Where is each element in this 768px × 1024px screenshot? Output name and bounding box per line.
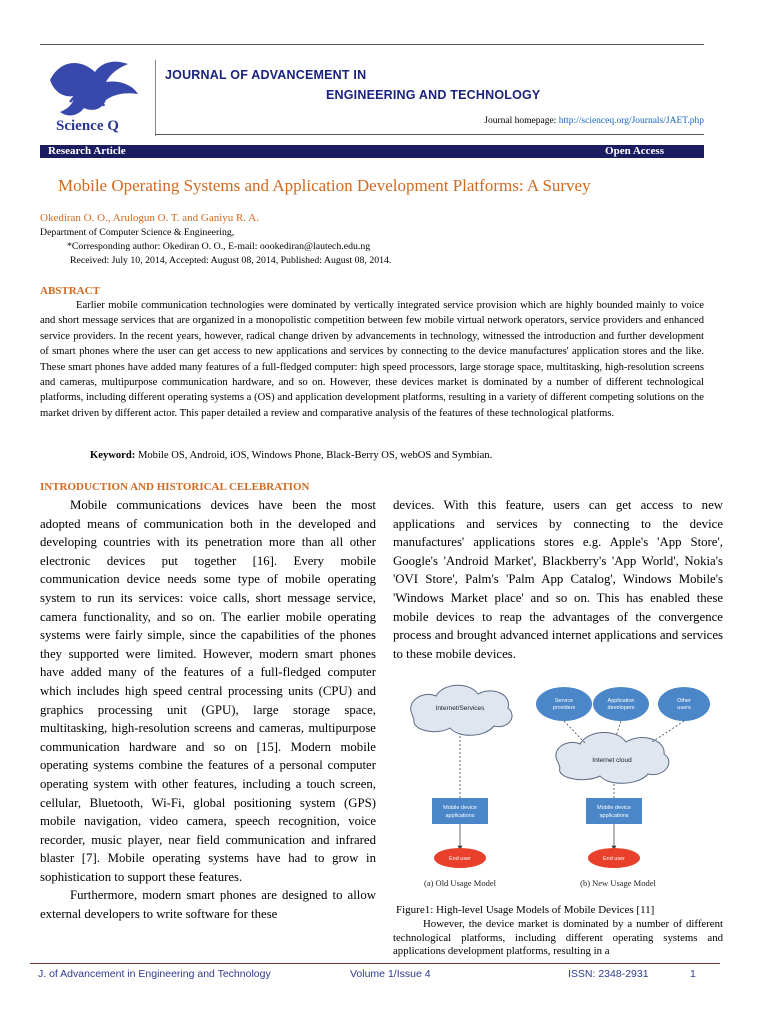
connector: [652, 721, 684, 742]
node-label: users: [677, 705, 691, 711]
left-caption: (a) Old Usage Model: [424, 878, 496, 888]
left-app-box: [432, 798, 488, 824]
right-app-box: [586, 798, 642, 824]
paper-title: Mobile Operating Systems and Application Development Platforms: A Survey: [58, 176, 591, 195]
journal-name-line2: ENGINEERING AND TECHNOLOGY: [326, 88, 541, 102]
article-type-bar: [40, 145, 704, 158]
application-developers-node: [593, 687, 649, 721]
figure-caption: Figure1: High-level Usage Models of Mobile Devices [11]: [396, 904, 655, 916]
usage-model-figure: [400, 680, 722, 896]
abstract-text: Earlier mobile communication technologies were dominated by vertically integrated service provision which are highly bounded mainly to voice and short message services that are organized in a monopolistic competition between few mobile virtual network operators, service providers and enhanced service providers. In the recent years, however, radical change driven by advancements in technology, witnessed the introduction and further development of smart phones where the user can get access to new applications and services by connecting to the device manufactures' application stores and the like. These smart phones have added many features of a full-fledged computer: high speed processors, large storage space, multitasking, high-resolution screens and cameras, multipurpose communication hardware, and so on. However, these devices market is dominated by a number of different technological platforms, including different operating systems a (OS) and application development platforms, resulting in a variety of different competing solutions on the market driven by different actor. This paper detailed a review and comparative analysis of the features of these technological platforms.: [40, 300, 704, 419]
keywords-list: Mobile OS, Android, iOS, Windows Phone, Black-Berry OS, webOS and Symbian.: [135, 450, 493, 461]
paragraph-text: devices. With this feature, users can get access to new applications and services by connecting to the device manufactures' applications stores e.g. Apple's 'App Store', Google's 'Android Market', Blackberry's 'App World', Nokia's 'OVI Store', Palm's 'Palm App Catalog', Windows Mobile's 'Windows Market place' and so on. This has enabled these mobile devices to reap the advantages of the convergence process and brought advanced internet applications and services to these mobile devices.: [393, 498, 723, 661]
page-number: 1: [690, 968, 696, 980]
keywords-label: Keyword:: [90, 450, 136, 461]
node-label: providers: [552, 705, 576, 711]
paragraph-text: However, the device market is dominated by a number of different technological platforms, including different operating systems and applications development platforms, resulting in a: [393, 918, 723, 958]
footer-issn: ISSN: 2348-2931: [568, 968, 649, 980]
paragraph-text: Furthermore, modern smart phones are designed to allow external developers to write software for these: [40, 888, 376, 922]
header-divider: [155, 60, 156, 136]
node-label: Other: [677, 698, 691, 704]
homepage-link[interactable]: http://scienceq.org/Journals/JAET.php: [558, 116, 704, 126]
left-app-label-1: Mobile device: [443, 805, 477, 811]
service-providers-node: [536, 687, 592, 721]
abstract-heading: ABSTRACT: [40, 285, 100, 297]
open-access-label: Open Access: [605, 145, 664, 157]
publication-dates: Received: July 10, 2014, Accepted: August 08, 2014, Published: August 08, 2014.: [70, 255, 392, 266]
logo-text: Science Q: [56, 118, 119, 134]
node-label: developers: [607, 705, 635, 711]
figure-following-text: [393, 918, 723, 959]
connector: [616, 721, 621, 736]
right-caption: (b) New Usage Model: [580, 878, 656, 888]
article-type: Research Article: [48, 145, 126, 157]
node-label: Service: [554, 698, 574, 704]
header-top-rule: [40, 44, 704, 45]
other-users-node: [658, 687, 710, 721]
body-column-right: [393, 496, 723, 663]
science-q-logo: [40, 50, 150, 138]
node-label: Application: [607, 698, 635, 704]
journal-homepage: [484, 116, 704, 126]
abstract-body: [40, 298, 704, 421]
paragraph: [40, 496, 376, 886]
right-end-user-label: End user: [602, 856, 626, 862]
homepage-label: Journal homepage:: [484, 116, 559, 126]
right-app-label-2: applications: [599, 813, 629, 819]
right-cloud-label: Internet cloud: [592, 757, 632, 764]
footer-journal: J. of Advancement in Engineering and Technology: [38, 968, 271, 980]
footer-volume: Volume 1/Issue 4: [350, 968, 431, 980]
author-affiliation: Department of Computer Science & Engineering,: [40, 227, 235, 238]
section-heading: INTRODUCTION AND HISTORICAL CELEBRATION: [40, 481, 310, 493]
footer-rule: [30, 963, 720, 964]
paper-authors: Okediran O. O., Arulogun O. T. and Ganiyu R. A.: [40, 212, 259, 224]
paragraph: [393, 496, 723, 663]
left-app-label-2: applications: [445, 813, 475, 819]
left-end-user-label: End user: [448, 856, 472, 862]
journal-name-line1: JOURNAL OF ADVANCEMENT IN: [165, 68, 367, 82]
paragraph: [40, 886, 376, 923]
body-column-left: [40, 496, 376, 924]
paragraph-text: Mobile communications devices have been the most adopted means of communication both in the developed and developing countries with its penetration more than all other electronic devices put together [16]. Every mobile communication device needs some type of mobile operating system to run its services: voice calls, short message service, camera functionality, and so on. The earlier mobile operating systems were fairly simple, since the capabilities of the phones they supported were limited. However, modern smart phones have added many of the features of a full-fledged computer which includes high speed central processing units (CPU) and graphics processing unit (GPU), large storage space, multitasking, high-resolution screens and cameras, multipurpose communication hardware and so on [15]. Modern mobile operating systems combine the features of a personal computer operating system with other features, including a touch screen, cellular, Bluetooth, Wi-Fi, global positioning system (GPS) mobile navigation, video camera, speech recognition, voice recorder, music player, near field communication and infrared blaster [7]. Mobile operating systems have had to grow in sophistication to support these features.: [40, 498, 376, 884]
left-cloud-label: Internet/Services: [435, 705, 485, 712]
right-app-label-1: Mobile device: [597, 805, 631, 811]
corresponding-author: *Corresponding author: Okediran O. O., E-mail: oookediran@lautech.edu.ng: [67, 241, 371, 252]
header-bottom-rule: [155, 134, 704, 135]
keywords: [90, 450, 492, 461]
